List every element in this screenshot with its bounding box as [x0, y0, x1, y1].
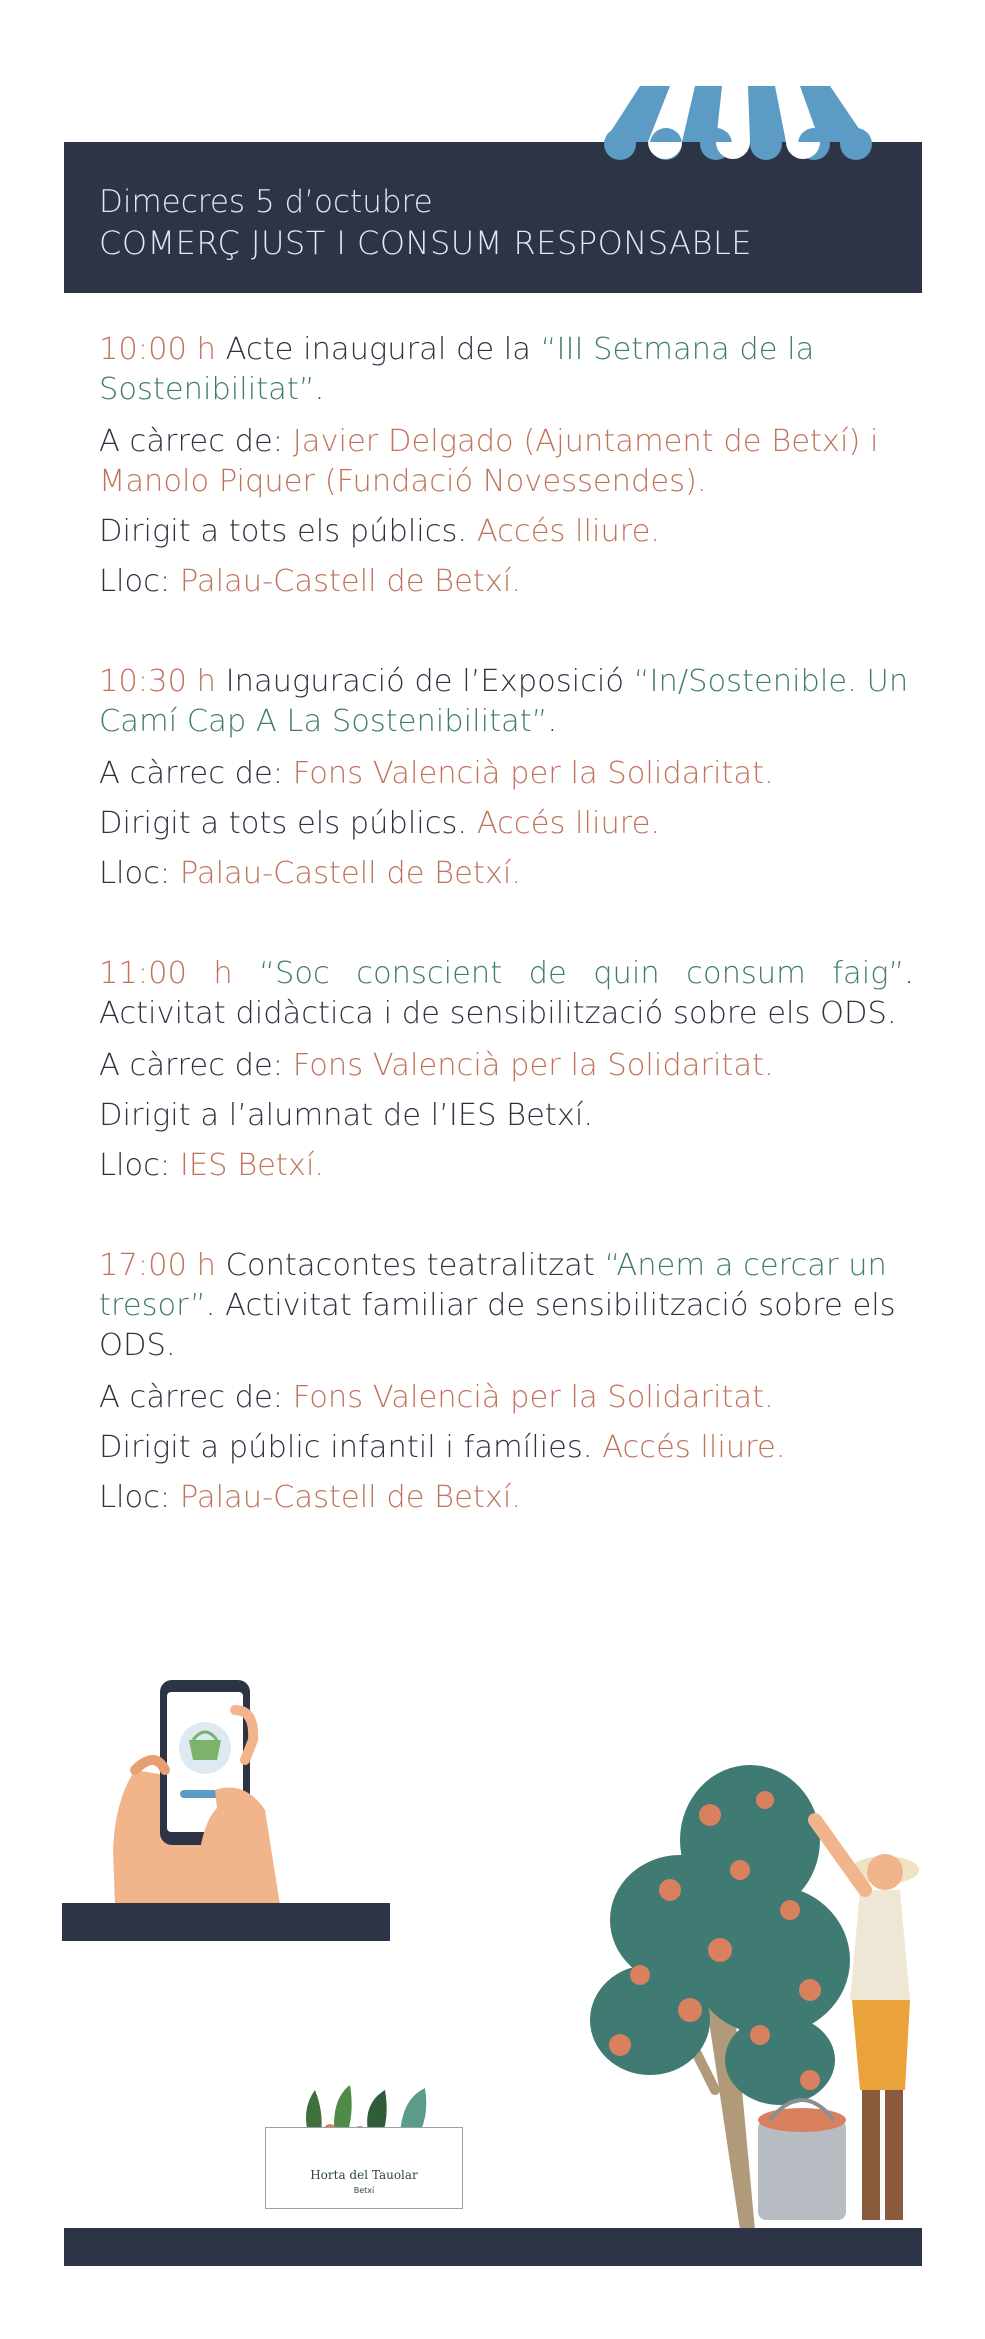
event-charge — [99, 422, 914, 502]
logo-name: Horta del Tauolar — [310, 2168, 418, 2182]
event-intro — [233, 956, 259, 991]
event-intro: Acte inaugural de la — [215, 332, 541, 367]
place-value: IES Betxí. — [179, 1148, 325, 1183]
event-intro: Inauguració de l’Exposició — [215, 664, 634, 699]
event-quote: “In/Sostenible. Un Camí Cap A La Sostenibilitat” — [99, 664, 909, 739]
charge-value: Fons Valencià per la Solidaritat. — [292, 1380, 774, 1415]
phone-shelf — [62, 1903, 390, 1941]
header-date: Dimecres 5 d’octubre — [99, 184, 433, 220]
place-label: Lloc: — [99, 564, 180, 599]
charge-value: Javier Delgado (Ajuntament de Betxí) i Manolo Piquer (Fundació Novessendes). — [99, 424, 879, 499]
event-audience — [99, 1428, 914, 1468]
event-heading — [99, 954, 914, 1034]
place-value: Palau-Castell de Betxí. — [179, 856, 522, 891]
awning-icon — [600, 78, 880, 168]
charge-label: A càrrec de: — [99, 1380, 293, 1415]
event-item — [99, 662, 914, 894]
phone-shopping-icon — [105, 1680, 345, 1910]
event-place — [99, 562, 914, 602]
logo-sub: Betxí — [353, 2186, 375, 2195]
bottom-bar — [64, 2228, 922, 2266]
event-audience — [99, 1096, 914, 1136]
place-label: Lloc: — [99, 856, 180, 891]
tree-farmer-icon — [580, 1760, 920, 2230]
event-quote: “Anem a cercar un tresor” — [99, 1248, 887, 1323]
event-time: 17:00 h — [99, 1248, 216, 1283]
event-quote: “Soc conscient de quin consum faig” — [259, 956, 905, 991]
event-time: 11:00 h — [99, 956, 233, 991]
place-label: Lloc: — [99, 1480, 180, 1515]
event-heading — [99, 330, 914, 410]
header-title: COMERÇ JUST I CONSUM RESPONSABLE — [99, 224, 752, 262]
event-heading — [99, 1246, 914, 1366]
charge-value: Fons Valencià per la Solidaritat. — [292, 756, 774, 791]
charge-value: Fons Valencià per la Solidaritat. — [292, 1048, 774, 1083]
event-place — [99, 1146, 914, 1186]
event-list — [99, 330, 914, 1578]
event-time: 10:00 h — [99, 332, 216, 367]
place-label: Lloc: — [99, 1148, 180, 1183]
event-place — [99, 854, 914, 894]
audience-text: Dirigit a tots els públics. — [99, 514, 477, 549]
access-text: Accés lliure. — [602, 1430, 786, 1465]
audience-text: Dirigit a públic infantil i famílies. — [99, 1430, 603, 1465]
charge-label: A càrrec de: — [99, 756, 293, 791]
audience-text: Dirigit a tots els públics. — [99, 806, 477, 841]
audience-text: Dirigit a l’alumnat de l’IES Betxí. — [99, 1098, 594, 1133]
charge-label: A càrrec de: — [99, 1048, 293, 1083]
event-item — [99, 1246, 914, 1518]
event-tail: . — [547, 704, 558, 739]
access-text: Accés lliure. — [476, 806, 661, 841]
event-tail: . Activitat familiar de sensibilització sobre els ODS. — [99, 1288, 896, 1363]
event-tail: . Activitat didàctica i de sensibilització sobre els ODS. — [99, 956, 914, 1031]
place-value: Palau-Castell de Betxí. — [179, 1480, 522, 1515]
event-quote: “III Setmana de la Sostenibilitat” — [99, 332, 815, 407]
event-intro: Contacontes teatralitzat — [215, 1248, 605, 1283]
event-place — [99, 1478, 914, 1518]
event-heading — [99, 662, 914, 742]
event-charge — [99, 1378, 914, 1418]
event-item — [99, 954, 914, 1186]
event-item — [99, 330, 914, 602]
charge-label: A càrrec de: — [99, 424, 293, 459]
event-audience — [99, 512, 914, 552]
access-text: Accés lliure. — [476, 514, 661, 549]
event-time: 10:30 h — [99, 664, 216, 699]
place-value: Palau-Castell de Betxí. — [179, 564, 522, 599]
event-charge — [99, 1046, 914, 1086]
event-audience — [99, 804, 914, 844]
event-tail: . — [314, 372, 325, 407]
logo — [265, 2127, 463, 2209]
event-charge — [99, 754, 914, 794]
